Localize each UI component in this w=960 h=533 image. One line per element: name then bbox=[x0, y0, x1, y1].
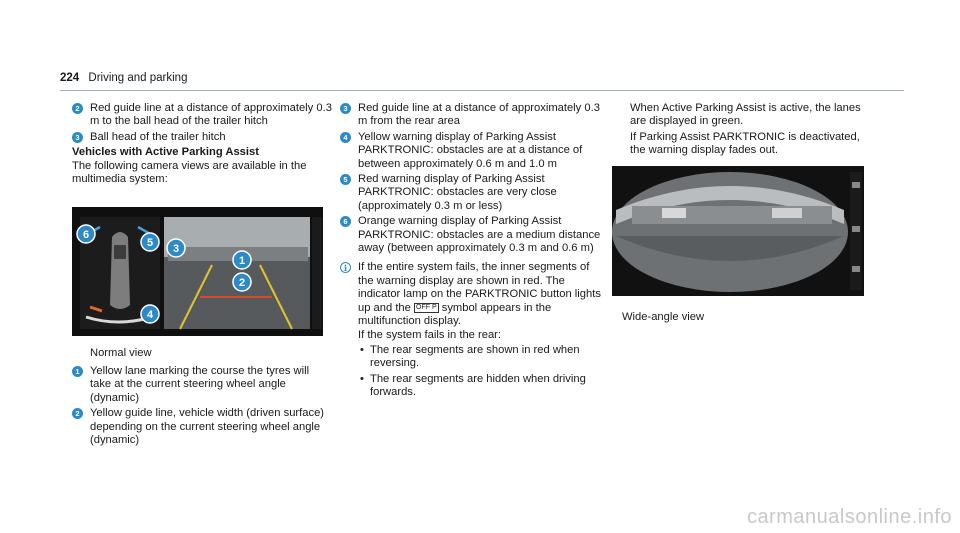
list-item bbox=[340, 173, 604, 213]
wide-angle-illustration bbox=[612, 166, 864, 296]
intro-paragraph: The following camera views are available in the multimedia system: bbox=[72, 159, 307, 186]
normal-view-caption: Normal view bbox=[90, 347, 152, 359]
list-item bbox=[72, 365, 332, 405]
list-item bbox=[340, 102, 604, 129]
item-text: Yellow lane marking the course the tyres will take at the current steering wheel angle (dynamic) bbox=[90, 365, 310, 404]
callout-1: 1 bbox=[238, 255, 246, 267]
item-text: Orange warning display of Parking Assist PARKTRONIC: obstacles are a medium distance away (between approximately 0.3 m and 0.6 m) bbox=[358, 215, 601, 255]
page-number: 224 bbox=[60, 72, 80, 84]
normal-view-illustration bbox=[72, 207, 323, 336]
item-text: Yellow guide line, vehicle width (driven surface) depending on the current steering wheel angle (dynamic) bbox=[90, 407, 325, 447]
callout-5: 5 bbox=[146, 237, 154, 249]
callout-number-badge: 3 bbox=[340, 103, 351, 114]
info-icon: i bbox=[340, 262, 351, 273]
item-text: Red guide line at a distance of approximately 0.3 m to the ball head of the trailer hitch bbox=[90, 102, 332, 128]
callout-3: 3 bbox=[172, 243, 180, 255]
paragraph: When Active Parking Assist is active, the lanes are displayed in green. bbox=[630, 102, 861, 128]
callout-number-badge: 6 bbox=[340, 216, 351, 227]
callout-number-badge: 2 bbox=[72, 103, 83, 114]
page-header bbox=[60, 72, 187, 84]
header-rule bbox=[60, 90, 904, 91]
callout-6: 6 bbox=[82, 229, 90, 241]
callout-4: 4 bbox=[146, 309, 154, 321]
info-note bbox=[340, 261, 604, 341]
normal-view-image bbox=[72, 207, 323, 336]
wide-angle-view-caption: Wide-angle view bbox=[622, 311, 705, 323]
info-text-c: If the system fails in the rear: bbox=[358, 328, 502, 341]
column-3 bbox=[612, 102, 874, 160]
list-item bbox=[72, 102, 332, 129]
callout-2: 2 bbox=[238, 277, 246, 289]
item-text: Yellow warning display of Parking Assist PARKTRONIC: obstacles are at a distance of between approximately 0.6 m and 1.0 m bbox=[358, 130, 583, 170]
wide-angle-view-image bbox=[612, 166, 864, 296]
column-1 bbox=[72, 102, 332, 188]
list-item bbox=[72, 407, 332, 447]
parktronic-off-symbol-icon: OFF P bbox=[416, 303, 437, 311]
callout-number-badge: 3 bbox=[72, 132, 83, 143]
paragraph: If Parking Assist PARKTRONIC is deactivated, the warning display fades out. bbox=[630, 130, 860, 157]
callout-number-badge: 1 bbox=[72, 366, 83, 377]
info-text-b: symbol appears in the multifunction display. bbox=[358, 301, 552, 328]
section-heading: Vehicles with Active Parking Assist bbox=[72, 146, 259, 159]
list-item bbox=[72, 131, 332, 144]
item-text: Red warning display of Parking Assist PARKTRONIC: obstacles are very close (approximately 0.3 m or less) bbox=[358, 173, 557, 212]
item-text: Ball head of the trailer hitch bbox=[90, 130, 226, 143]
column-2 bbox=[340, 102, 604, 402]
callout-number-badge: 4 bbox=[340, 132, 351, 143]
column-1-lower bbox=[72, 365, 332, 449]
callout-number-badge: 5 bbox=[340, 174, 351, 185]
bullet-item: • The rear segments are hidden when driving forwards. bbox=[340, 373, 604, 400]
callout-number-badge: 2 bbox=[72, 408, 83, 419]
list-item bbox=[340, 215, 604, 255]
info-text-a: If the entire system fails, the inner segments of the warning display are shown in red. The indicator lamp on the PARKTRONIC button lights up and the bbox=[358, 261, 601, 314]
list-item bbox=[340, 131, 604, 171]
section-title: Driving and parking bbox=[88, 72, 188, 84]
item-text: Red guide line at a distance of approximately 0.3 m from the rear area bbox=[358, 102, 600, 128]
watermark: carmanualsonline.info bbox=[746, 506, 952, 528]
bullet-item: • The rear segments are shown in red when reversing. bbox=[340, 344, 604, 371]
